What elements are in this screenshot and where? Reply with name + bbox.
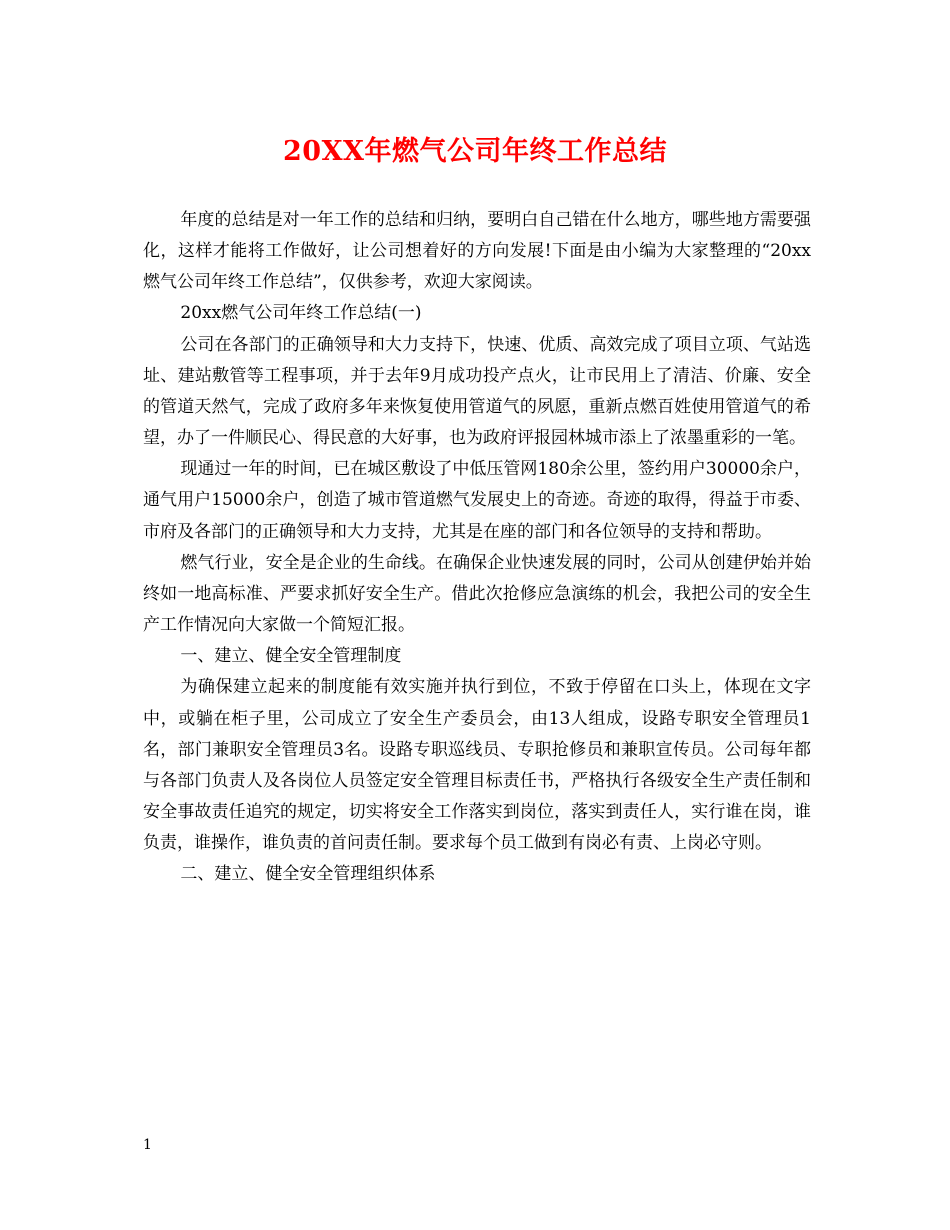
page-number: 1 (143, 1137, 152, 1153)
section-heading: 一、建立、健全安全管理制度 (180, 646, 402, 667)
body-paragraph: 为确保建立起来的制度能有效实施并执行到位，不致于停留在口头上，体现在文字中，或躺在柜子里，公司成立了安全生产委员会，由13人组成，设路专职安全管理员1名，部门兼职安全管理员3名。设路专职巡线员、专职抢修员和兼职宣传员。公司每年都与各部门负责人及各岗位人员签定安全管理目标责任书，严格执行各级安全生产责任制和安全事故责任追究的规定，切实将安全工作落实到岗位，落实到责任人，实行谁在岗，谁负责，谁操作，谁负责的首问责任制。要求每个员工做到有岗必有责、上岗必守则。 (143, 677, 811, 854)
document-title: 20XX年燃气公司年终工作总结 (283, 136, 667, 167)
document-body (143, 205, 811, 890)
body-paragraph: 公司在各部门的正确领导和大力支持下，快速、优质、高效完成了项目立项、气站选址、建站敷管等工程事项，并于去年9月成功投产点火，让市民用上了清洁、价廉、安全的管道天然气，完成了政府多年来恢复使用管道气的夙愿，重新点燃百姓使用管道气的希望，办了一件顺民心、得民意的大好事，也为政府评报园林城市添上了浓墨重彩的一笔。 (143, 334, 811, 449)
section-subtitle: 20xx燃气公司年终工作总结(一) (180, 303, 422, 324)
section-heading: 二、建立、健全安全管理组织体系 (180, 864, 436, 885)
intro-paragraph: 年度的总结是对一年工作的总结和归纳，要明白自己错在什么地方，哪些地方需要强化，这样才能将工作做好，让公司想着好的方向发展!下面是由小编为大家整理的“20xx燃气公司年终工作总结”，仅供参考，欢迎大家阅读。 (143, 210, 811, 293)
body-paragraph: 燃气行业，安全是企业的生命线。在确保企业快速发展的同时，公司从创建伊始并始终如一地高标准、严要求抓好安全生产。借此次抢修应急演练的机会，我把公司的安全生产工作情况向大家做一个简短汇报。 (143, 552, 811, 636)
body-paragraph: 现通过一年的时间，已在城区敷设了中低压管网180余公里，签约用户30000余户，通气用户15000余户，创造了城市管道燃气发展史上的奇迹。奇迹的取得，得益于市委、市府及各部门的正确领导和大力支持，尤其是在座的部门和各位领导的支持和帮助。 (143, 459, 811, 542)
